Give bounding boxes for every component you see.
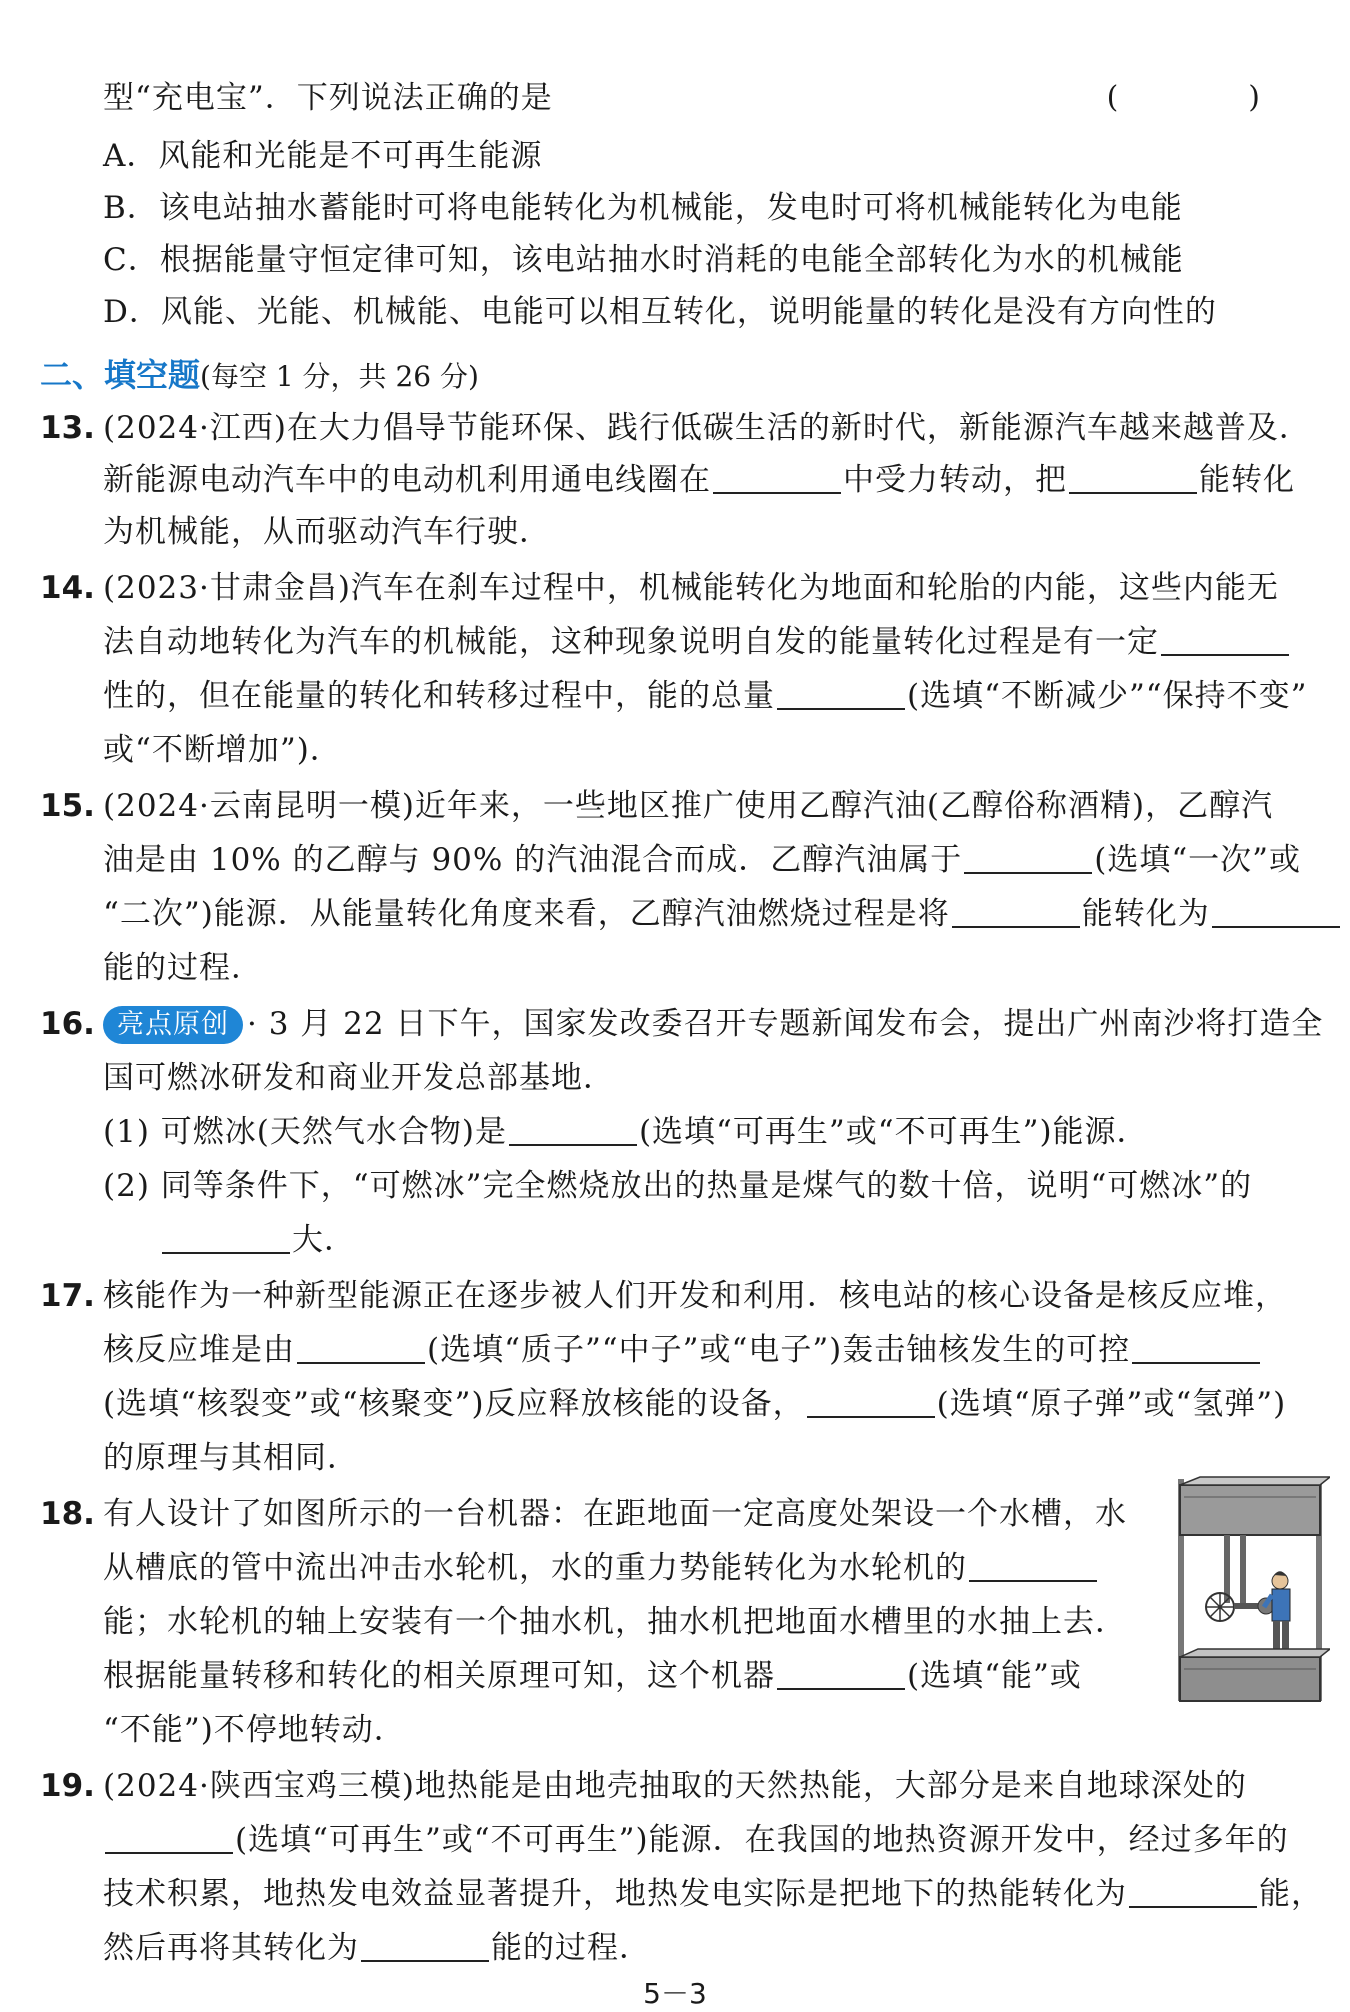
q13-line-2 [103, 460, 1295, 500]
q12-option-b: B．该电站抽水蓄能时可将电能转化为机械能，发电时可将机械能转化为电能 [103, 190, 1183, 226]
q13-line-3: 为机械能，从而驱动汽车行驶． [103, 514, 551, 550]
section-heading [40, 355, 479, 397]
q17-line-2 [103, 1330, 1262, 1370]
q15-text: “二次”)能源．从能量转化角度来看，乙醇汽油燃烧过程是将 [103, 896, 950, 932]
q18-number: 18. [40, 1496, 95, 1532]
q18-line-4 [103, 1656, 1082, 1696]
q16-text: (选填“可再生”或“不可再生”)能源． [638, 1114, 1149, 1150]
q18-line-3: 能；水轮机的轴上安装有一个抽水机，抽水机把地面水槽里的水抽上去． [103, 1604, 1127, 1640]
q18-line-1: 有人设计了如图所示的一台机器：在距地面一定高度处架设一个水槽，水 [103, 1496, 1127, 1532]
q17-text: (选填“原子弹”或“氢弹”) [936, 1386, 1287, 1422]
q17-line-4: 的原理与其相同． [103, 1440, 359, 1476]
q19-line-1: (2024·陕西宝鸡三模)地热能是由地壳抽取的天然热能，大部分是来自地球深处的 [103, 1768, 1247, 1804]
q14-line-4: 或“不断增加”)． [103, 732, 342, 768]
q13-text: 新能源电动汽车中的电动机利用通电线圈在 [103, 462, 711, 498]
q17-blank-3[interactable] [807, 1386, 935, 1418]
q19-text: 然后再将其转化为 [103, 1930, 359, 1966]
q19-blank-2[interactable] [1129, 1876, 1257, 1908]
q14-blank-2[interactable] [777, 678, 905, 710]
q12-option-c: C．根据能量守恒定律可知，该电站抽水时消耗的电能全部转化为水的机械能 [103, 242, 1184, 278]
q17-blank-1[interactable] [297, 1332, 425, 1364]
q15-number: 15. [40, 788, 95, 824]
q16-text: (1) 可燃冰(天然气水合物)是 [103, 1114, 507, 1150]
q16-number: 16. [40, 1006, 95, 1042]
q17-line-1: 核能作为一种新型能源正在逐步被人们开发和利用．核电站的核心设备是核反应堆， [103, 1278, 1287, 1314]
q14-text: 法自动地转化为汽车的机械能，这种现象说明自发的能量转化过程是有一定 [103, 624, 1159, 660]
q14-number: 14. [40, 570, 95, 606]
q16-blank-1[interactable] [509, 1114, 637, 1146]
section-title: 二、填空题 [40, 356, 201, 394]
q16-sub-2: (2) 同等条件下，“可燃冰”完全燃烧放出的热量是煤气的数十倍，说明“可燃冰”的 [103, 1168, 1253, 1204]
q15-text: (选填“一次”或 [1094, 842, 1302, 878]
q15-blank-2[interactable] [952, 896, 1080, 928]
q17-line-3 [103, 1384, 1286, 1424]
q15-line-3 [103, 894, 1342, 934]
q16-sub-2-cont [160, 1220, 356, 1260]
q15-blank-1[interactable] [964, 842, 1092, 874]
q17-number: 17. [40, 1278, 95, 1314]
q14-line-2 [103, 622, 1291, 662]
q18-line-2 [103, 1548, 1099, 1588]
q17-text: 核反应堆是由 [103, 1332, 295, 1368]
q19-text: 技术积累，地热发电效益显著提升，地热发电实际是把地下的热能转化为 [103, 1876, 1127, 1912]
original-badge: 亮点原创 [103, 1006, 243, 1044]
q13-text: 中受力转动，把 [843, 462, 1067, 498]
q17-text: (选填“核裂变”或“核聚变”)反应释放核能的设备， [103, 1386, 805, 1422]
q14-line-3 [103, 676, 1308, 716]
q14-text: (选填“不断减少”“保持不变” [907, 678, 1308, 714]
q16-blank-2[interactable] [162, 1222, 290, 1254]
q15-text: 油是由 10% 的乙醇与 90% 的汽油混合而成．乙醇汽油属于 [103, 842, 963, 878]
q19-line-4 [103, 1928, 651, 1968]
q12-option-a: A．风能和光能是不可再生能源 [103, 138, 543, 174]
q12-answer-paren[interactable]: ( ) [1106, 80, 1310, 115]
q16-line-2: 国可燃冰研发和商业开发总部基地． [103, 1060, 615, 1096]
q15-blank-3[interactable] [1212, 896, 1340, 928]
q13-number: 13. [40, 410, 95, 446]
q13-blank-2[interactable] [1069, 462, 1197, 494]
q17-blank-2[interactable] [1132, 1332, 1260, 1364]
q16-text: · 3 月 22 日下午，国家发改委召开专题新闻发布会，提出广州南沙将打造全 [247, 1006, 1324, 1042]
q12-stem-end: 型“充电宝”．下列说法正确的是 [103, 80, 553, 116]
water-wheel-machine-figure [1170, 1475, 1330, 1705]
q18-text: 根据能量转移和转化的相关原理可知，这个机器 [103, 1658, 775, 1694]
q19-text: 能的过程． [491, 1930, 651, 1966]
q19-number: 19. [40, 1768, 95, 1804]
q13-blank-1[interactable] [713, 462, 841, 494]
q14-text: 性的，但在能量的转化和转移过程中，能的总量 [103, 678, 775, 714]
q13-line-1: (2024·江西)在大力倡导节能环保、践行低碳生活的新时代，新能源汽车越来越普及． [103, 410, 1311, 446]
q17-text: (选填“质子”“中子”或“电子”)轰击铀核发生的可控 [427, 1332, 1131, 1368]
q15-line-2 [103, 840, 1301, 880]
q19-line-2 [103, 1820, 1289, 1860]
q12-option-d: D．风能、光能、机械能、电能可以相互转化，说明能量的转化是没有方向性的 [103, 294, 1217, 330]
q16-text: 大． [292, 1222, 356, 1258]
q19-text: 能， [1259, 1876, 1323, 1912]
q18-text: (选填“能”或 [907, 1658, 1082, 1694]
q15-line-4: 能的过程． [103, 950, 263, 986]
q15-text: 能转化为 [1081, 896, 1210, 932]
q14-line-1: (2023·甘肃金昌)汽车在刹车过程中，机械能转化为地面和轮胎的内能，这些内能无 [103, 570, 1279, 606]
q14-blank-1[interactable] [1161, 624, 1289, 656]
q19-blank-1[interactable] [105, 1822, 233, 1854]
q19-line-3 [103, 1874, 1323, 1914]
page-number: 5－3 [643, 1977, 707, 2010]
q13-text: 能转化 [1199, 462, 1295, 498]
q18-line-5: “不能”)不停地转动． [103, 1712, 406, 1748]
q19-blank-3[interactable] [361, 1930, 489, 1962]
q18-blank-1[interactable] [969, 1550, 1097, 1582]
q18-blank-2[interactable] [777, 1658, 905, 1690]
q19-text: (选填“可再生”或“不可再生”)能源．在我国的地热资源开发中，经过多年的 [235, 1822, 1289, 1858]
q15-line-1: (2024·云南昆明一模)近年来，一些地区推广使用乙醇汽油(乙醇俗称酒精)，乙醇汽 [103, 788, 1274, 824]
q16-sub-1 [103, 1112, 1149, 1152]
q18-text: 从槽底的管中流出冲击水轮机，水的重力势能转化为水轮机的 [103, 1550, 967, 1586]
q16-line-1 [103, 1004, 1323, 1044]
section-note: (每空 1 分，共 26 分) [200, 360, 479, 393]
